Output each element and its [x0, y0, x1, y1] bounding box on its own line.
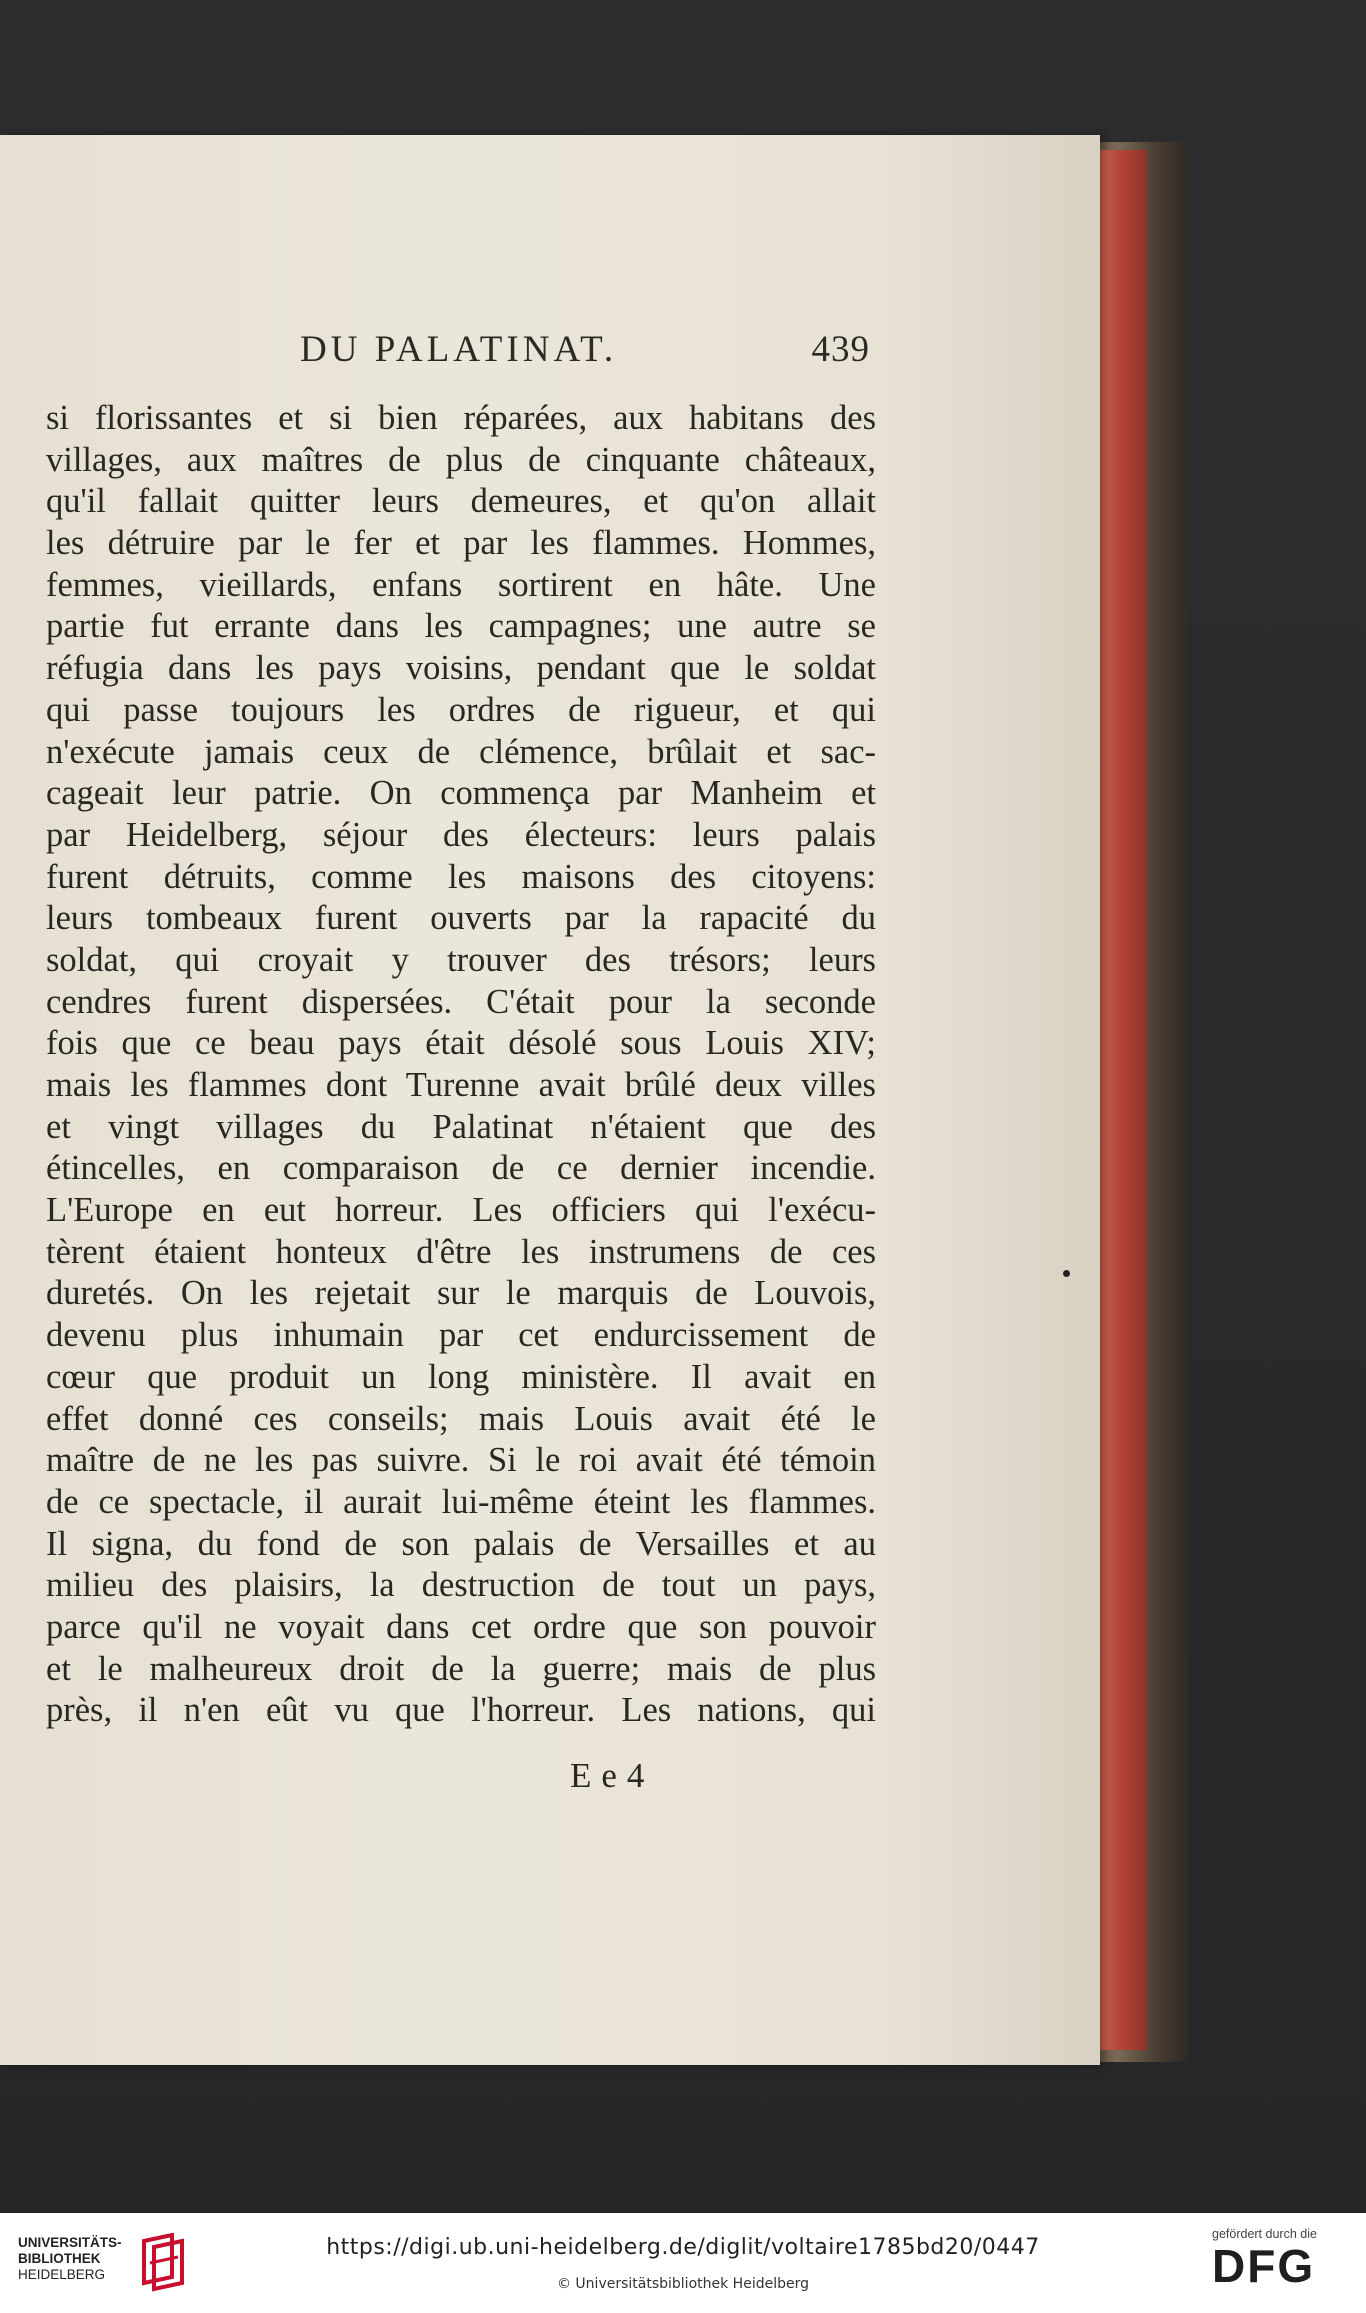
ink-speck: [1063, 1270, 1070, 1277]
text-line: si florissantes et si bien réparées, aux habitans des: [46, 399, 876, 437]
text-line: près, il n'en eût vu que l'horreur. Les nations, qui: [46, 1691, 876, 1730]
text-line: duretés. On les rejetait sur le marquis de Louvois,: [46, 1274, 876, 1313]
text-line: fois que ce beau pays était désolé sous Louis XIV;: [46, 1024, 876, 1063]
library-line-3: HEIDELBERG: [18, 2267, 106, 2282]
text-line: effet donné ces conseils; mais Louis avait été le: [46, 1399, 876, 1438]
library-line-2: BIBLIOTHEK: [18, 2251, 101, 2266]
text-line: mais les flammes dont Turenne avait brûlé deux villes: [46, 1066, 876, 1104]
footer-bar: [0, 2213, 1366, 2313]
text-line: les détruire par le fer et par les flammes. Hommes,: [46, 524, 876, 563]
text-line: devenu plus inhumain par cet endurcissement de: [46, 1316, 876, 1355]
text-line: furent détruits, comme les maisons des citoyens:: [46, 857, 876, 896]
text-line: milieu des plaisirs, la destruction de tout un pays,: [46, 1566, 876, 1605]
text-line: partie fut errante dans les campagnes; une autre se: [46, 607, 876, 646]
text-line: qui passe toujours les ordres de rigueur, et qui: [46, 690, 876, 729]
text-line: villages, aux maîtres de plus de cinquante châteaux,: [46, 440, 876, 479]
dfg-logo-text: DFG: [1212, 2240, 1316, 2292]
text-line: soldat, qui croyait y trouver des trésors; leurs: [46, 940, 876, 979]
text-line: n'exécute jamais ceux de clémence, brûlait et sac-: [46, 732, 876, 771]
text-line: Il signa, du fond de son palais de Versailles et au: [46, 1524, 876, 1563]
text-line: femmes, vieillards, enfans sortirent en hâte. Une: [46, 565, 876, 604]
text-line: par Heidelberg, séjour des électeurs: leurs palais: [46, 815, 876, 854]
signature-mark: Ee4: [570, 1756, 655, 1795]
text-line: maître de ne les pas suivre. Si le roi avait été témoin: [46, 1441, 876, 1480]
library-line-1: UNIVERSITÄTS-: [18, 2235, 122, 2250]
funder-logo[interactable]: [1212, 2227, 1352, 2303]
text-line: étincelles, en comparaison de ce dernier incendie.: [46, 1149, 876, 1188]
text-line: leurs tombeaux furent ouverts par la rapacité du: [46, 899, 876, 938]
text-line: de ce spectacle, il aurait lui-même éteint les flammes.: [46, 1482, 876, 1521]
copyright-notice: © Universitätsbibliothek Heidelberg: [556, 2276, 809, 2292]
text-line: cageait leur patrie. On commença par Manheim et: [46, 774, 876, 813]
permalink-url[interactable]: https://digi.ub.uni-heidelberg.de/diglit/voltaire1785bd20/0447: [326, 2235, 1040, 2260]
text-line: et vingt villages du Palatinat n'étaient que des: [46, 1107, 876, 1146]
running-head: [300, 328, 870, 378]
body-text: [46, 398, 876, 1732]
text-line: réfugia dans les pays voisins, pendant que le soldat: [46, 649, 876, 688]
text-line: et le malheureux droit de la guerre; mais de plus: [46, 1649, 876, 1688]
text-line: L'Europe en eut horreur. Les officiers qui l'exécu-: [46, 1191, 876, 1230]
text-line: tèrent étaient honteux d'être les instrumens de ces: [46, 1232, 876, 1271]
page-number: 439: [811, 329, 870, 370]
text-line: parce qu'il ne voyait dans cet ordre que son pouvoir: [46, 1607, 876, 1646]
text-line: cendres furent dispersées. C'était pour la seconde: [46, 982, 876, 1021]
text-line: cœur que produit un long ministère. Il avait en: [46, 1357, 876, 1396]
running-title: DU PALATINAT.: [300, 329, 618, 370]
funding-label: gefördert durch die: [1212, 2227, 1317, 2241]
text-line: qu'il fallait quitter leurs demeures, et qu'on allait: [46, 482, 876, 521]
